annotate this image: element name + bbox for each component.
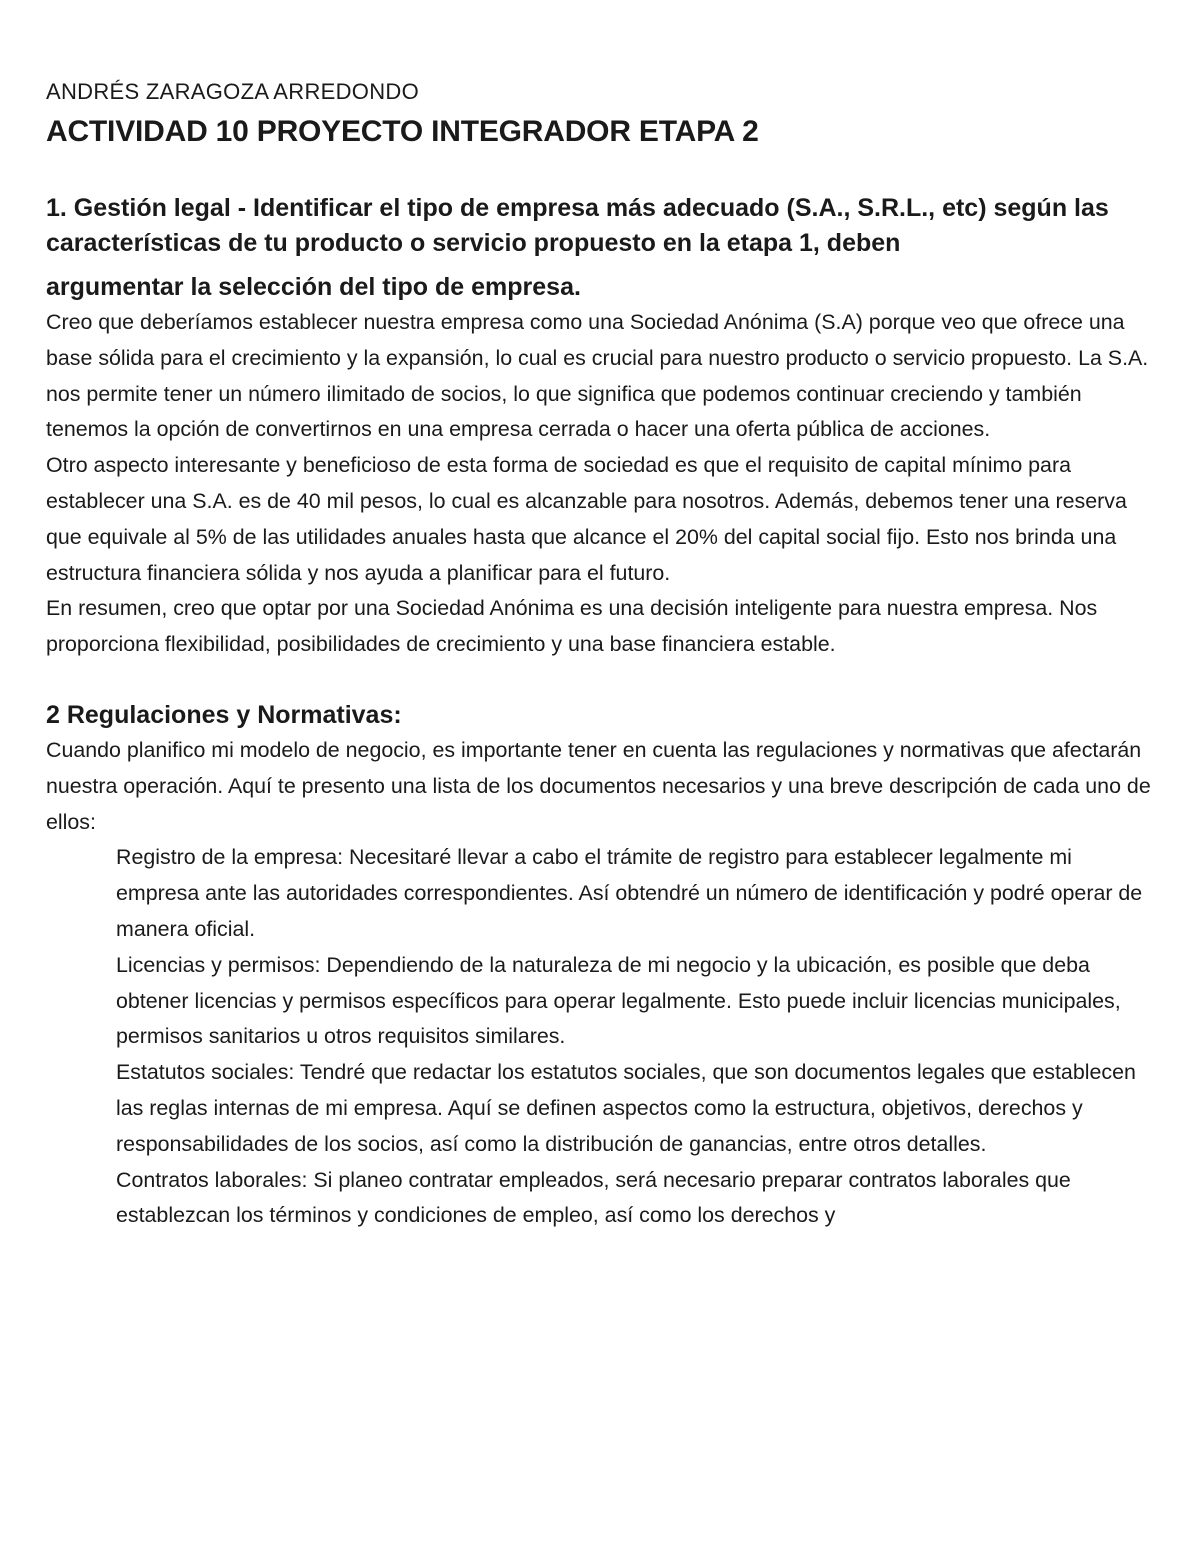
section-1-heading: 1. Gestión legal - Identificar el tipo de empresa más adecuado (S.A., S.R.L., etc) según las características de tu producto o servicio propuesto en la etapa 1, deben bbox=[46, 194, 1109, 257]
section-1-paragraph: Otro aspecto interesante y beneficioso de esta forma de sociedad es que el requisito de capital mínimo para establecer una S.A. es de 40 mil pesos, lo cual es alcanzable para nosotros. Además, debemos tener una reserva que equivale al 5% de las utilidades anuales hasta que alcance el 20% del capital social fijo. Esto nos brinda una estructura financiera sólida y nos ayuda a planificar para el futuro. bbox=[46, 453, 1127, 585]
section-2-heading: 2 Regulaciones y Normativas: bbox=[46, 700, 402, 729]
list-item: Estatutos sociales: Tendré que redactar los estatutos sociales, que son documentos legales que establecen las reglas internas de mi empresa. Aquí se definen aspectos como la estructura, objetivos, derechos y responsabilidades de los socios, así como la distribución de ganancias, entre otros detalles. bbox=[116, 1060, 1136, 1156]
list-item: Registro de la empresa: Necesitaré llevar a cabo el trámite de registro para establecer legalmente mi empresa ante las autoridades correspondientes. Así obtendré un número de identificación y podré operar de manera oficial. bbox=[116, 845, 1143, 941]
section-2-intro: Cuando planifico mi modelo de negocio, es importante tener en cuenta las regulaciones y normativas que afectarán nuestra operación. Aquí te presento una lista de los documentos necesarios y una breve descripción de cada uno de ellos: bbox=[46, 737, 1151, 834]
author-name: ANDRÉS ZARAGOZA ARREDONDO bbox=[46, 79, 420, 104]
section-1-paragraph: Creo que deberíamos establecer nuestra empresa como una Sociedad Anónima (S.A) porque veo que ofrece una base sólida para el crecimiento y la expansión, lo cual es crucial para nuestro producto o servicio propuesto. La S.A. nos permite tener un número ilimitado de socios, lo que significa que podemos continuar creciendo y también tenemos la opción de convertirnos en una empresa cerrada o hacer una oferta pública de acciones. bbox=[46, 310, 1149, 442]
list-item: Licencias y permisos: Dependiendo de la naturaleza de mi negocio y la ubicación, es posible que deba obtener licencias y permisos específicos para operar legalmente. Esto puede incluir licencias municipales, permisos sanitarios u otros requisitos similares. bbox=[116, 952, 1121, 1049]
section-1-heading-continuation: argumentar la selección del tipo de empresa. bbox=[46, 273, 581, 301]
section-1-paragraph: En resumen, creo que optar por una Sociedad Anónima es una decisión inteligente para nuestra empresa. Nos proporciona flexibilidad, posibilidades de crecimiento y una base financiera estable. bbox=[46, 596, 1098, 657]
document-page bbox=[46, 76, 1156, 1234]
list-item: Contratos laborales: Si planeo contratar empleados, será necesario preparar contratos laborales que establezcan los términos y condiciones de empleo, así como los derechos y bbox=[116, 1167, 1071, 1228]
document-title: ACTIVIDAD 10 PROYECTO INTEGRADOR ETAPA 2 bbox=[46, 115, 759, 148]
